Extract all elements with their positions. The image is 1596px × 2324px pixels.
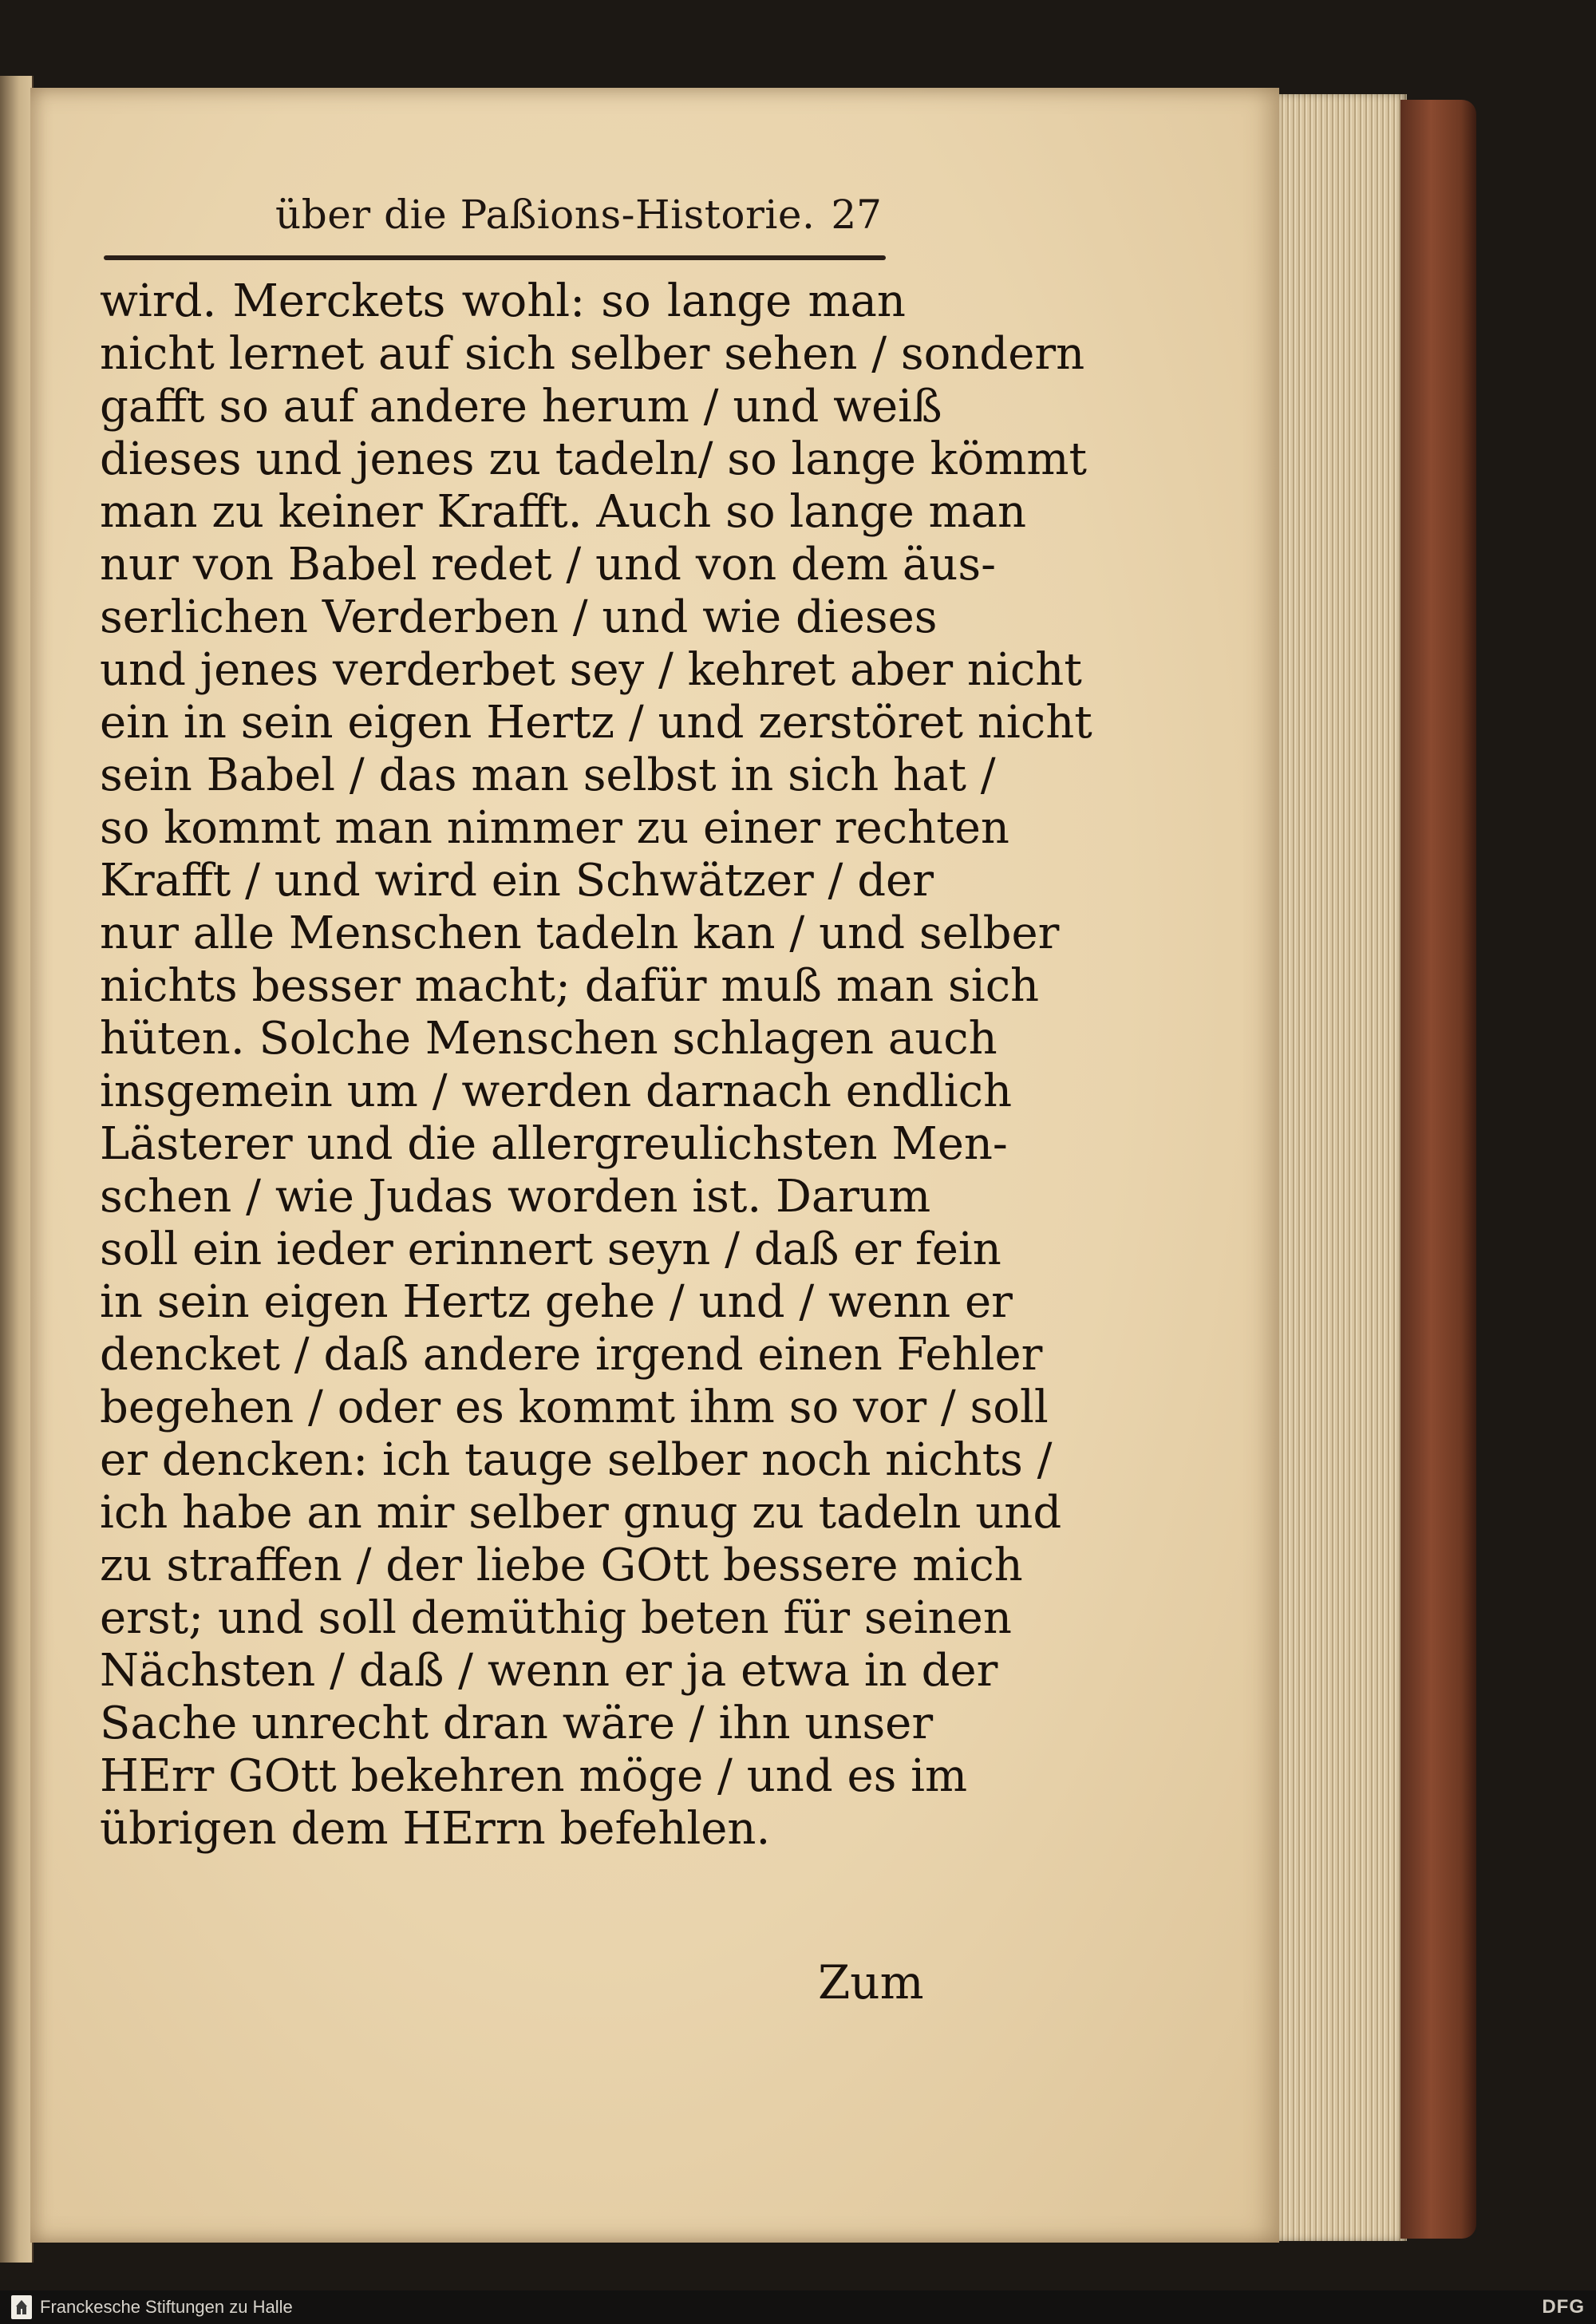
text-line: ein in sein eigen Hertz / und zerstöret nicht: [100, 697, 1092, 749]
text-line: Nächsten / daß / wenn er ja etwa in der: [100, 1645, 998, 1697]
page-number: 27: [831, 192, 882, 238]
text-line: erst; und soll demüthig beten für seinen: [100, 1592, 1012, 1644]
text-line: soll ein ieder erinnert seyn / daß er fein: [100, 1223, 1001, 1275]
text-line: HErr GOtt bekehren möge / und es im: [100, 1750, 968, 1802]
text-line: nichts besser macht; dafür muß man sich: [100, 960, 1040, 1012]
text-line: dieses und jenes zu tadeln/ so lange kömmt: [100, 433, 1088, 485]
text-line: sein Babel / das man selbst in sich hat /: [100, 749, 996, 801]
page-block-edges: [1279, 94, 1407, 2241]
text-line: Sache unrecht dran wäre / ihn unser: [100, 1698, 934, 1749]
text-line: insgemein um / werden darnach endlich: [100, 1065, 1013, 1117]
leather-cover: [1400, 100, 1476, 2239]
institution-logo-icon: [11, 2295, 32, 2319]
text-line: in sein eigen Hertz gehe / und / wenn er: [100, 1276, 1013, 1328]
dfg-badge: DFG: [1542, 2296, 1585, 2318]
text-line: übrigen dem HErrn befehlen.: [100, 1803, 771, 1855]
text-line: so kommt man nimmer zu einer rechten: [100, 802, 1009, 854]
text-line: nur alle Menschen tadeln kan / und selber: [100, 907, 1060, 959]
page-header: [275, 192, 882, 238]
viewer-footer: [0, 2290, 1596, 2324]
text-line: ich habe an mir selber gnug zu tadeln und: [100, 1487, 1062, 1539]
text-line: Lästerer und die allergreulichsten Men-: [100, 1118, 1008, 1170]
text-line: hüten. Solche Menschen schlagen auch: [100, 1013, 998, 1065]
text-line: gafft so auf andere herum / und weiß: [100, 381, 942, 433]
running-title: über die Paßions-Historie.: [275, 192, 816, 238]
text-line: dencket / daß andere irgend einen Fehler: [100, 1329, 1043, 1381]
header-rule: [104, 255, 886, 260]
catchword: Zum: [818, 1955, 924, 2010]
body-text: [100, 275, 1092, 1856]
text-line: wird. Merckets wohl: so lange man: [100, 275, 906, 327]
text-line: und jenes verderbet sey / kehret aber nicht: [100, 644, 1082, 696]
facing-page-edge: [0, 76, 34, 2263]
footer-attribution: [11, 2295, 293, 2319]
text-line: begehen / oder es kommt ihm so vor / soll: [100, 1381, 1049, 1433]
text-line: nicht lernet auf sich selber sehen / sondern: [100, 328, 1085, 380]
text-line: Krafft / und wird ein Schwätzer / der: [100, 855, 934, 907]
text-line: schen / wie Judas worden ist. Darum: [100, 1171, 931, 1223]
institution-name[interactable]: Franckesche Stiftungen zu Halle: [40, 2297, 293, 2317]
text-line: serlichen Verderben / und wie dieses: [100, 591, 938, 643]
text-line: nur von Babel redet / und von dem äus-: [100, 539, 997, 591]
text-line: man zu keiner Krafft. Auch so lange man: [100, 486, 1027, 538]
text-line: er dencken: ich tauge selber noch nichts /: [100, 1434, 1053, 1486]
text-line: zu straffen / der liebe GOtt bessere mich: [100, 1539, 1023, 1591]
